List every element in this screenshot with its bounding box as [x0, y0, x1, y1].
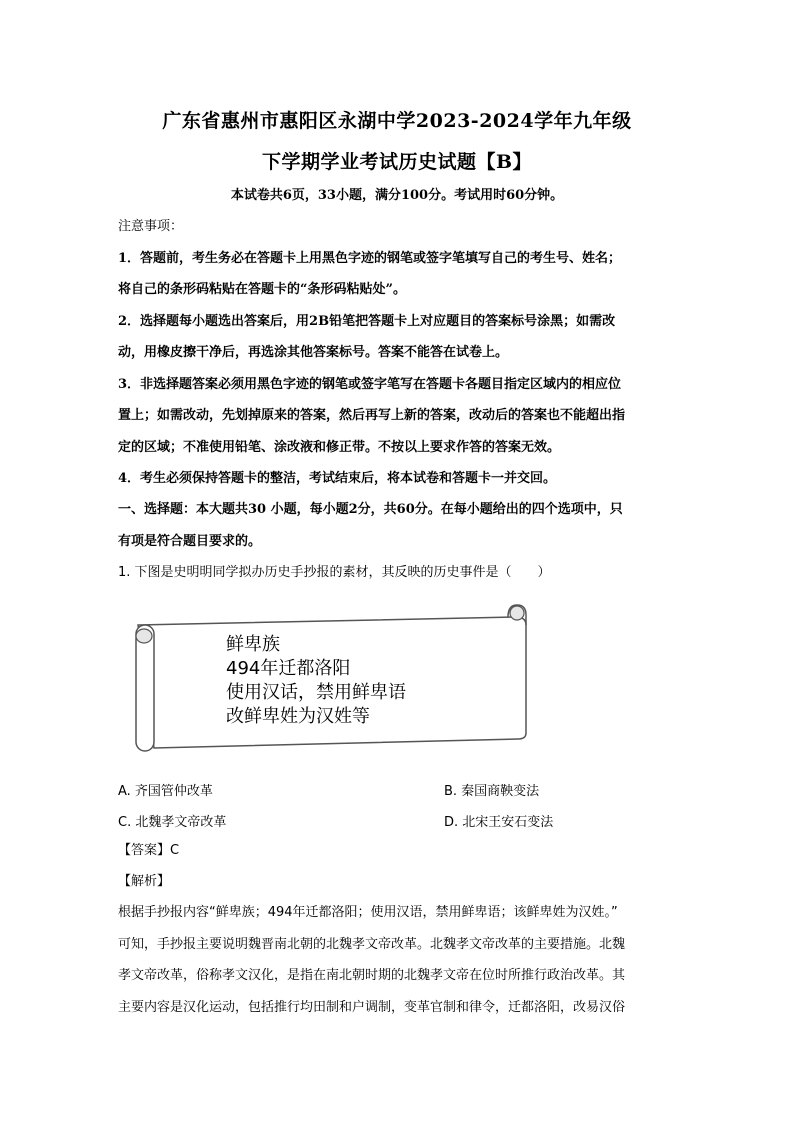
exam-title-line-2: 下学期学业考试历史试题【B】 [261, 151, 533, 173]
notes-heading: 注意事项： [118, 219, 184, 234]
section-heading-line-1: 一、选择题：本大题共30 小题，每小题2分，共60分。在每小题给出的四个选项中，只 [118, 502, 623, 517]
notes-line: 3．非选择题答案必须用黑色字迹的钢笔或签字笔写在答题卡各题目指定区域内的相应位 [118, 377, 622, 392]
option-b: B. 秦国商鞅变法 [444, 784, 540, 799]
analysis-line: 根据手抄报内容“鲜卑族；494年迁都洛阳；使用汉语，禁用鲜卑语；该鲜卑姓为汉姓。” [118, 905, 618, 920]
analysis-line: 孝文帝改革，俗称孝文汉化，是指在南北朝时期的北魏孝文帝在位时所推行政治改革。其 [118, 968, 626, 983]
analysis-heading: 【解析】 [118, 874, 171, 889]
notes-line: 4．考生必须保持答题卡的整洁，考试结束后，将本试卷和答题卡一并交回。 [118, 471, 557, 486]
scroll-text-line: 使用汉话，禁用鲜卑语 [226, 682, 406, 703]
question-stem: 1. 下图是史明明同学拟办历史手抄报的素材，其反映的历史事件是（ ） [118, 565, 551, 580]
option-d: D. 北宋王安石变法 [444, 815, 554, 830]
analysis-line: 可知，手抄报主要说明魏晋南北朝的北魏孝文帝改革。北魏孝文帝改革的主要措施。北魏 [118, 937, 626, 952]
option-a: A. 齐国管仲改革 [118, 784, 213, 799]
option-c: C. 北魏孝文帝改革 [118, 815, 227, 830]
scroll-text-line: 鲜卑族 [226, 634, 280, 655]
notes-line: 定的区域；不准使用铅笔、涂改液和修正带。不按以上要求作答的答案无效。 [118, 440, 561, 455]
analysis-line: 主要内容是汉化运动，包括推行均田制和户调制，变革官制和律令，迁都洛阳，改易汉俗 [118, 1000, 626, 1015]
notes-line: 1．答题前，考生务必在答题卡上用黑色字迹的钢笔或签字笔填写自己的考生号、姓名； [118, 251, 622, 266]
scroll-text-line: 494年迁都洛阳 [226, 658, 351, 679]
notes-line: 将自己的条形码粘贴在答题卡的“条形码粘贴处”。 [118, 282, 406, 297]
exam-title-line-1: 广东省惠州市惠阳区永湖中学2023-2024学年九年级 [162, 110, 632, 132]
scroll-text-line: 改鲜卑姓为汉姓等 [226, 706, 370, 727]
exam-intro: 本试卷共6页，33小题，满分100分。考试用时60分钟。 [230, 188, 564, 203]
notes-line: 动，用橡皮擦干净后，再选涂其他答案标号。答案不能答在试卷上。 [118, 345, 509, 360]
answer-label: 【答案】C [118, 843, 180, 858]
notes-line: 置上；如需改动，先划掉原来的答案，然后再写上新的答案，改动后的答案也不能超出指 [118, 408, 626, 423]
notes-line: 2．选择题每小题选出答案后，用2B铅笔把答题卡上对应题目的答案标号涂黑；如需改 [118, 314, 616, 329]
section-heading-line-2: 有项是符合题目要求的。 [118, 534, 262, 549]
